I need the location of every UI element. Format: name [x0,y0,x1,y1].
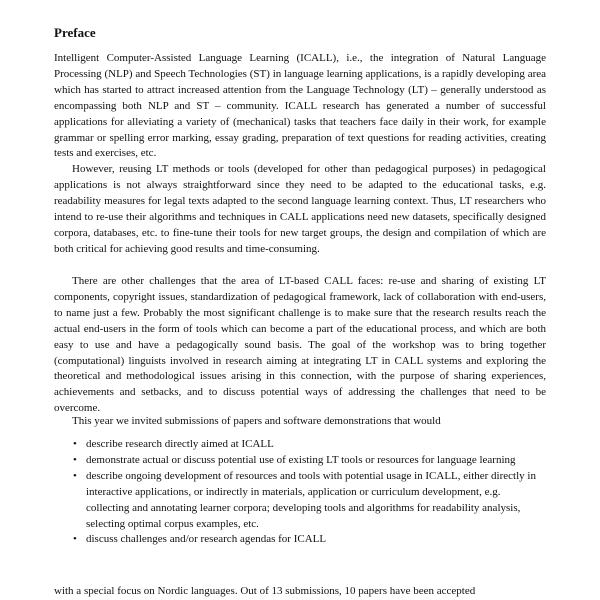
list-item-text: discuss challenges and/or research agendas for ICALL [86,533,327,546]
list-item [70,453,546,469]
bullet-icon: • [73,453,77,466]
paragraph-challenges: There are other challenges that the area of LT-based CALL faces: re-use and sharing of existing LT components, copyright issues, standardization of pedagogical framework, lack of collaboration with end-users, to name just a few. Probably the most significant challenge is to make sure that the research results reach the actual end-users in the form of tools which can become a part of the educational process, and which are both easy to use and have a pedagogically sound basis. The goal of the workshop was to bring together (computational) linguists involved in research aiming at integrating LT in CALL systems and exploring the theoretical and methodological issues arising in this connection, with the purpose of sharing experiences, achievements and setbacks, and to discuss potential ways of addressing the challenges that need to be overcome. [54,275,546,415]
bullet-icon: • [73,469,77,482]
paragraph-invitation: This year we invited submissions of papers and software demonstrations that would [72,415,441,427]
bullet-icon: • [73,438,77,450]
list-item [70,437,546,453]
list-item-text: describe research directly aimed at ICALL [86,438,274,450]
paragraph-closing: with a special focus on Nordic languages. Out of 13 submissions, 10 papers have been accepted [54,585,476,597]
list-item-text: demonstrate actual or discuss potential use of existing LT tools or resources for language learning [86,453,516,466]
bullet-icon: • [73,533,77,546]
page-title: Preface [54,25,96,40]
paragraph-intro: Intelligent Computer-Assisted Language Learning (ICALL), i.e., the integration of Natural Language Processing (NLP) and Speech Technologies (ST) in language learning applications, is a rapidly developing area which has started to attract increased attention from the Language Technology (LT) – generally understood as encompassing both NLP and ST – community. ICALL research has generated a number of successful applications for alleviating a variety of (mechanical) tasks that teachers face daily in their work, for example grammar or spelling error marking, essay grading, preparation of text questions for reading activities, creating tests and exercises, etc. [54,52,546,160]
list-item [70,532,546,548]
list-item-text: describe ongoing development of resources and tools with potential usage in ICALL, either directly in interactive applications, or indirectly in materials, application or curriculum development, e.g. collecting and annotating learner corpora; developing tools and algorithms for readability analysis, selecting optimal corpus examples, etc. [86,469,536,530]
list-item [70,469,546,533]
submission-topics-list [70,437,546,548]
paragraph-reuse: However, reusing LT methods or tools (developed for other than pedagogical purposes) in pedagogical applications is not always straightforward since they need to be adapted to the educational tasks, e.g. readability measures for legal texts adapted to the second language learning context. Thus, LT researchers who intend to re-use their algorithms and techniques in CALL applications need new datasets, specifically designed corpora, databases, etc. to fine-tune their tools for new target groups, the design and compilation of which are both critical for achieving good results and time-consuming. [54,163,546,255]
